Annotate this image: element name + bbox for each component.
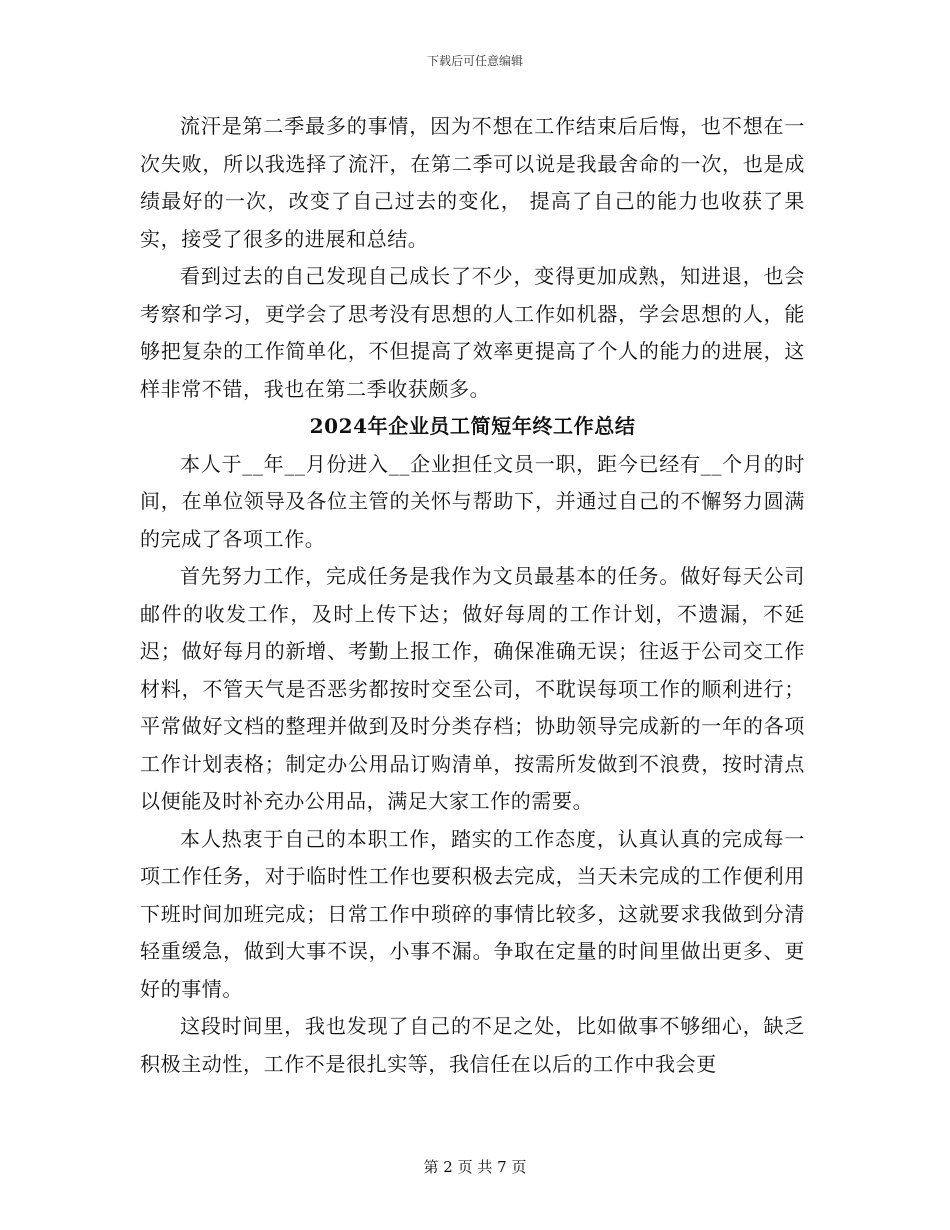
document-body: [140, 108, 805, 1083]
paragraph-5: 本人热衷于自己的本职工作，踏实的工作态度，认真认真的完成每一项工作任务，对于临时性工作也要积极去完成，当天未完成的工作便利用下班时间加班完成；日常工作中琐碎的事情比较多，这就要求我做到分清轻重缓急，做到大事不误，小事不漏。争取在定量的时间里做出更多、更好的事情。: [140, 826, 805, 1001]
section-title: 2024年企业员工简短年终工作总结: [309, 414, 636, 438]
header-note: 下载后可任意编辑: [426, 54, 523, 68]
paragraph-1: 流汗是第二季最多的事情，因为不想在工作结束后后悔，也不想在一次失败，所以我选择了流汗，在第二季可以说是我最舍命的一次，也是成绩最好的一次，改变了自己过去的变化， 提高了自己的能力也收获了果实，接受了很多的进展和总结。: [140, 114, 805, 251]
paragraph-4: 首先努力工作，完成任务是我作为文员最基本的任务。做好每天公司邮件的收发工作，及时上传下达；做好每周的工作计划，不遗漏，不延迟；做好每月的新增、考勤上报工作，确保准确无误；往返于公司交工作材料，不管天气是否恶劣都按时交至公司，不耽误每项工作的顺利进行；平常做好文档的整理并做到及时分类存档；协助领导完成新的一年的各项工作计划表格；制定办公用品订购清单，按需所发做到不浪费，按时清点以便能及时补充办公用品，满足大家工作的需要。: [140, 564, 805, 813]
paragraph-6: 这段时间里，我也发现了自己的不足之处，比如做事不够细心，缺乏积极主动性，工作不是很扎实等，我信任在以后的工作中我会更: [140, 1014, 805, 1076]
paragraph-2: 看到过去的自己发现自己成长了不少，变得更加成熟，知进退，也会考察和学习，更学会了思考没有思想的人工作如机器，学会思想的人，能够把复杂的工作简单化，不但提高了效率更提高了个人的能力的进展，这样非常不错，我也在第二季收获颇多。: [140, 264, 805, 401]
page-footer: 第 2 页 共 7 页: [423, 1158, 527, 1176]
paragraph-3: 本人于__年__月份进入__企业担任文员一职，距今已经有__个月的时间，在单位领导及各位主管的关怀与帮助下，并通过自己的不懈努力圆满的完成了各项工作。: [140, 451, 805, 551]
